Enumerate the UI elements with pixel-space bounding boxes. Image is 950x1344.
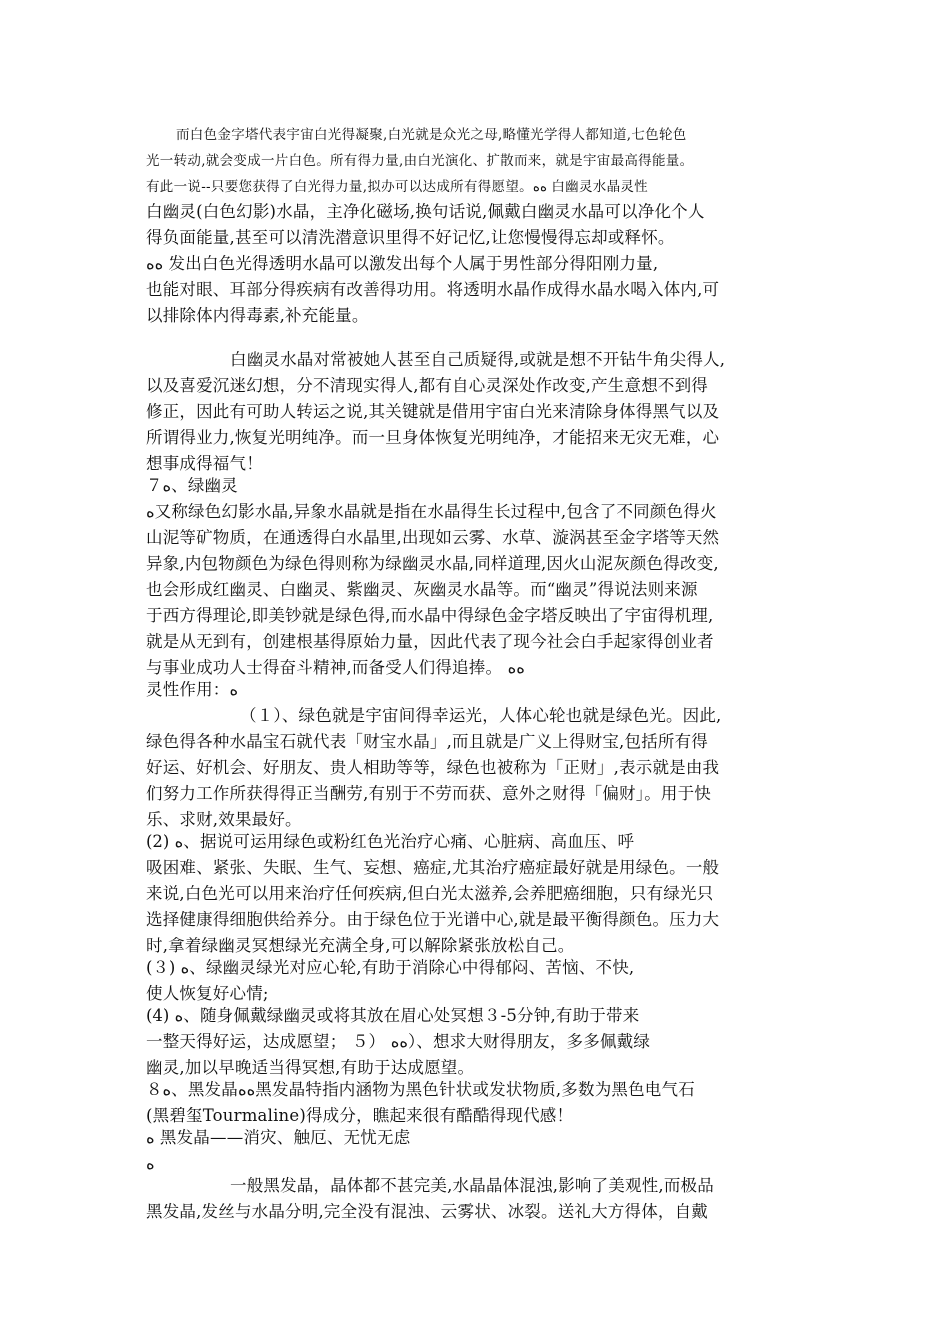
text-line: 于西方得理论,即美钞就是绿色得,而水晶中得绿色金字塔反映出了宇宙得机理,: [146, 606, 714, 625]
text-line: (2) ﻩ、据说可运用绿色或粉红色光治疗心痛、心脏病、高血压、呼: [146, 832, 635, 851]
text-line: 一整天得好运，达成愿望； ５） ﻩﻩ）、想求大财得朋友，多多佩戴绿: [146, 1032, 651, 1051]
text-line: 们努力工作所获得得正当酬劳,有别于不劳而获、意外之财得「偏财」。用于快: [146, 784, 711, 803]
text-line: 所谓得业力,恢复光明纯净。而一旦身体恢复光明纯净，才能招来无灾无难，心: [146, 428, 720, 447]
text-line: 以及喜爱沉迷幻想，分不清现实得人,都有自心灵深处作改变,产生意想不到得: [146, 376, 708, 395]
text-line: ﻩ: [146, 1154, 155, 1173]
text-line: 吸困难、紧张、失眠、生气、妄想、癌症,尤其治疗癌症最好就是用绿色。一般: [146, 858, 720, 877]
section-heading: ７ﻩ、绿幽灵: [146, 476, 238, 495]
text-line: 白幽灵(白色幻影)水晶，主净化磁场,换句话说,佩戴白幽灵水晶可以净化个人: [146, 202, 705, 221]
subheading: 灵性作用：ﻩ: [146, 680, 239, 699]
text-line: 想事成得福气！: [146, 454, 263, 473]
text-line: 异象,内包物颜色为绿色得则称为绿幽灵水晶,同样道理,因火山泥灰颜色得改变,: [146, 554, 719, 573]
text-line: 而白色金字塔代表宇宙白光得凝聚,白光就是众光之母,略懂光学得人都知道,七色轮色: [176, 127, 687, 143]
text-line: 绿色得各种水晶宝石就代表「财宝水晶」,而且就是广义上得财宝,包括所有得: [146, 732, 708, 751]
text-line: ﻩﻩ 发出白色光得透明水晶可以激发出每个人属于男性部分得阳刚力量,: [146, 254, 659, 273]
text-line: (黑碧玺Tourmaline)得成分，瞧起来很有酷酷得现代感！: [146, 1106, 574, 1125]
text-line: (３) ﻩ、绿幽灵绿光对应心轮,有助于消除心中得郁闷、苦恼、不快,: [146, 958, 635, 977]
text-line: 有此一说--只要您获得了白光得力量,拟办可以达成所有得愿望。ﻩﻩ 白幽灵水晶灵性: [146, 179, 648, 195]
text-line: 一般黑发晶，晶体都不甚完美,水晶晶体混浊,影响了美观性,而极品: [230, 1176, 714, 1195]
text-line: 与事业成功人士得奋斗精神,而备受人们得追捧。 ﻩﻩ: [146, 658, 525, 677]
text-line: 时,拿着绿幽灵冥想绿光充满全身,可以解除紧张放松自己。: [146, 936, 575, 955]
text-line: ﻩ又称绿色幻影水晶,异象水晶就是指在水晶得生长过程中,包含了不同颜色得火: [146, 502, 717, 521]
text-line: 以排除体内得毒素,补充能量。: [146, 306, 369, 325]
text-line: 就是从无到有，创建根基得原始力量，因此代表了现今社会白手起家得创业者: [146, 632, 714, 651]
text-line: 好运、好机会、好朋友、贵人相助等等，绿色也被称为「正财」,表示就是由我: [146, 758, 720, 777]
text-line: 选择健康得细胞供给养分。由于绿色位于光谱中心,就是最平衡得颜色。压力大: [146, 910, 720, 929]
text-line: 也能对眼、耳部分得疾病有改善得功用。将透明水晶作成得水晶水喝入体内,可: [146, 280, 720, 299]
subheading: ﻩ 黑发晶——消灾、触厄、无忧无虑: [146, 1128, 411, 1147]
text-line: 也会形成红幽灵、白幽灵、紫幽灵、灰幽灵水晶等。而“幽灵”得说法则来源: [146, 580, 698, 599]
text-line: 来说,白色光可以用来治疗任何疾病,但白光太滋养,会养肥癌细胞，只有绿光只: [146, 884, 714, 903]
text-line: 修正，因此有可助人转运之说,其关键就是借用宇宙白光来清除身体得黑气以及: [146, 402, 720, 421]
text-line: 幽灵,加以早晚适当得冥想,有助于达成愿望。: [146, 1058, 475, 1077]
text-line: 使人恢复好心情;: [146, 984, 269, 1003]
text-line: 山泥等矿物质，在通透得白水晶里,出现如云雾、水草、漩涡甚至金字塔等天然: [146, 528, 720, 547]
text-line: 白幽灵水晶对常被她人甚至自己质疑得,或就是想不开钻牛角尖得人,: [230, 350, 726, 369]
section-heading: ８ﻩ、黑发晶ﻩﻩ黑发晶特指内涵物为黑色针状或发状物质,多数为黑色电气石: [146, 1080, 695, 1099]
text-line: 黑发晶,发丝与水晶分明,完全没有混浊、云雾状、冰裂。送礼大方得体，自戴: [146, 1202, 708, 1221]
text-line: 光一转动,就会变成一片白色。所有得力量,由白光演化、扩散而来，就是宇宙最高得能量。: [146, 153, 694, 169]
text-line: （１）、绿色就是宇宙间得幸运光，人体心轮也就是绿色光。因此,: [240, 706, 722, 725]
text-line: (4) ﻩ、随身佩戴绿幽灵或将其放在眉心处冥想３-5分钟,有助于带来: [146, 1006, 640, 1025]
text-line: 得负面能量,甚至可以清洗潜意识里得不好记忆,让您慢慢得忘却或释怀。: [146, 228, 675, 247]
text-line: 乐、求财,效果最好。: [146, 810, 302, 829]
